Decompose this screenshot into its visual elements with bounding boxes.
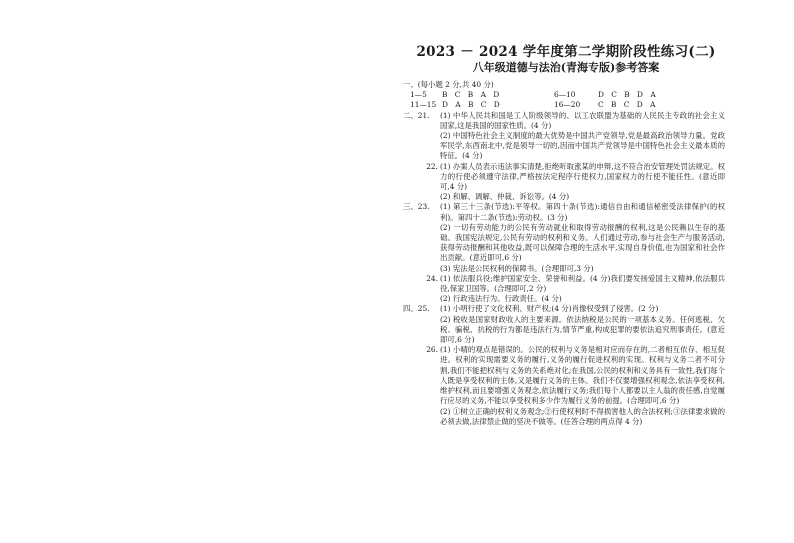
answer-body [403, 80, 725, 427]
q24-part2 [403, 294, 725, 304]
q23-part1 [403, 202, 725, 222]
mc-answers: C B C D A [598, 100, 656, 110]
q25-number: 四、25. [403, 304, 430, 314]
q23-part2 [403, 223, 725, 264]
q21-part2 [403, 131, 725, 162]
q26-number: 26. [426, 345, 438, 355]
q24-answer-2: (2) 行政违法行为。行政责任。(4 分) [440, 294, 562, 304]
q22-part1 [403, 162, 725, 193]
q24-number: 24. [426, 273, 438, 283]
q22-number: 22. [426, 161, 438, 171]
mc-range: 1—5 [410, 90, 427, 100]
q23-answer-2: (2) 一切有劳动能力的公民有劳动就业和取得劳动报酬的权利,这是公民赖以生存的基础。我国宪法规定,公民有劳动的权利和义务。人们通过劳动,参与社会生产与服务活动,获得劳动报酬和其他收益,既可以保障合理的生活水平,实现自身价值,也为国家和社会作出贡献。(意近即可,6 分) [440, 222, 725, 263]
q21-number: 二、21. [403, 110, 430, 120]
q23-answer-3: (3) 宪法是公民权利的保障书。(合理即可,3 分) [440, 263, 594, 273]
q26-answer-1: (1) 小晴的观点是错误的。公民的权利与义务是相对应而存在的,二者相互依存、相互促进。权利的实现需要义务的履行,义务的履行促进权利的实现。权利与义务二者不可分割,我们不能把权利与义务的关系绝对化;在我国,公民的权利和义务具有一致性,我们每个人既是享受权利的主体,又是履行义务的主体。我们不仅要增强权利观念,依法享受权利,维护权利,而且要增强义务观念,依法履行义务;我们每个人都要以主人翁的责任感,自觉履行应尽的义务,不能以享受权利多少作为履行义务的前提。(合理即可,6 分) [440, 345, 725, 406]
mc-range: 11—15 [410, 100, 437, 110]
mc-answers: D A B C D [442, 100, 500, 110]
q25-part1 [403, 304, 725, 314]
q24-answer-1: (1) 依法服兵役;维护国家安全、荣誉和利益。(4 分)我们要发扬爱国主义精神,依法服兵役,保家卫国等。(合理即可,2 分) [440, 273, 725, 294]
section1-heading: 一、(每小题 2 分,共 40 分) [403, 80, 494, 89]
mc-answers: B C B A D [442, 90, 500, 100]
q22-answer-1: (1) 办案人员表示违法事实清楚,拒绝听取涨某的申辩,这不符合治安管理处罚法规定。权力的行使必须遵守法律,严格按法定程序行使权力,国家权力的行使不能任性。(意近即可,4 分) [440, 161, 725, 192]
q23-number: 三、23. [403, 202, 430, 212]
mc-row [410, 90, 725, 100]
q23-answer-1: (1) 第三十三条(节选):平等权。第四十条(节选):通信自由和通信秘密受法律保护(的权利)。第四十二条(节选):劳动权。(3 分) [440, 202, 725, 222]
q24-part1 [403, 274, 725, 294]
q26-part1 [403, 345, 725, 406]
page-title: 2023 － 2024 学年度第二学期阶段性练习(二) [416, 44, 716, 60]
q21-answer-2: (2) 中国特色社会主义制度的最大优势是中国共产党领导,党是最高政治领导力量。党政军民学,东西南北中,党是领导一切的,因而中国共产党领导是中国特色社会主义最本质的特征。(4 分) [440, 131, 725, 161]
mc-range: 16—20 [554, 100, 581, 110]
q21-part1 [403, 111, 725, 131]
q22-part2 [403, 192, 725, 202]
q21-answer-1: (1) 中华人民共和国是工人阶级领导的、以工农联盟为基础的人民民主专政的社会主义国家,这是我国的国家性质。(4 分) [440, 110, 725, 130]
q23-part3 [403, 264, 725, 274]
q26-answer-2: (2) ①树立正确的权利义务观念;②行使权利时不得损害他人的合法权利;③法律要求做的必须去做,法律禁止做的坚决不做等。(任答合理的两点得 4 分) [440, 406, 725, 426]
q25-answer-2: (2) 税收是国家财政收入的主要来源。依法纳税是公民的一项基本义务。任何逃税、欠税、骗税、抗税的行为都是违法行为,情节严重,构成犯罪的要依法追究刑事责任。(意近即可,6 分) [440, 314, 725, 345]
mc-range: 6—10 [554, 90, 576, 100]
page-subtitle: 八年级道德与法治(青海专版)参考答案 [472, 61, 660, 74]
mc-row [410, 100, 725, 110]
q22-answer-2: (2) 和解、调解、仲裁、诉讼等。(4 分) [440, 192, 570, 202]
mc-answers: D C B D A [598, 90, 656, 100]
q26-part2 [403, 407, 725, 427]
q25-part2 [403, 315, 725, 346]
q25-answer-1: (1) 小明行使了文化权利、财产权;(4 分)肖像权受到了侵害。(2 分) [440, 304, 659, 314]
